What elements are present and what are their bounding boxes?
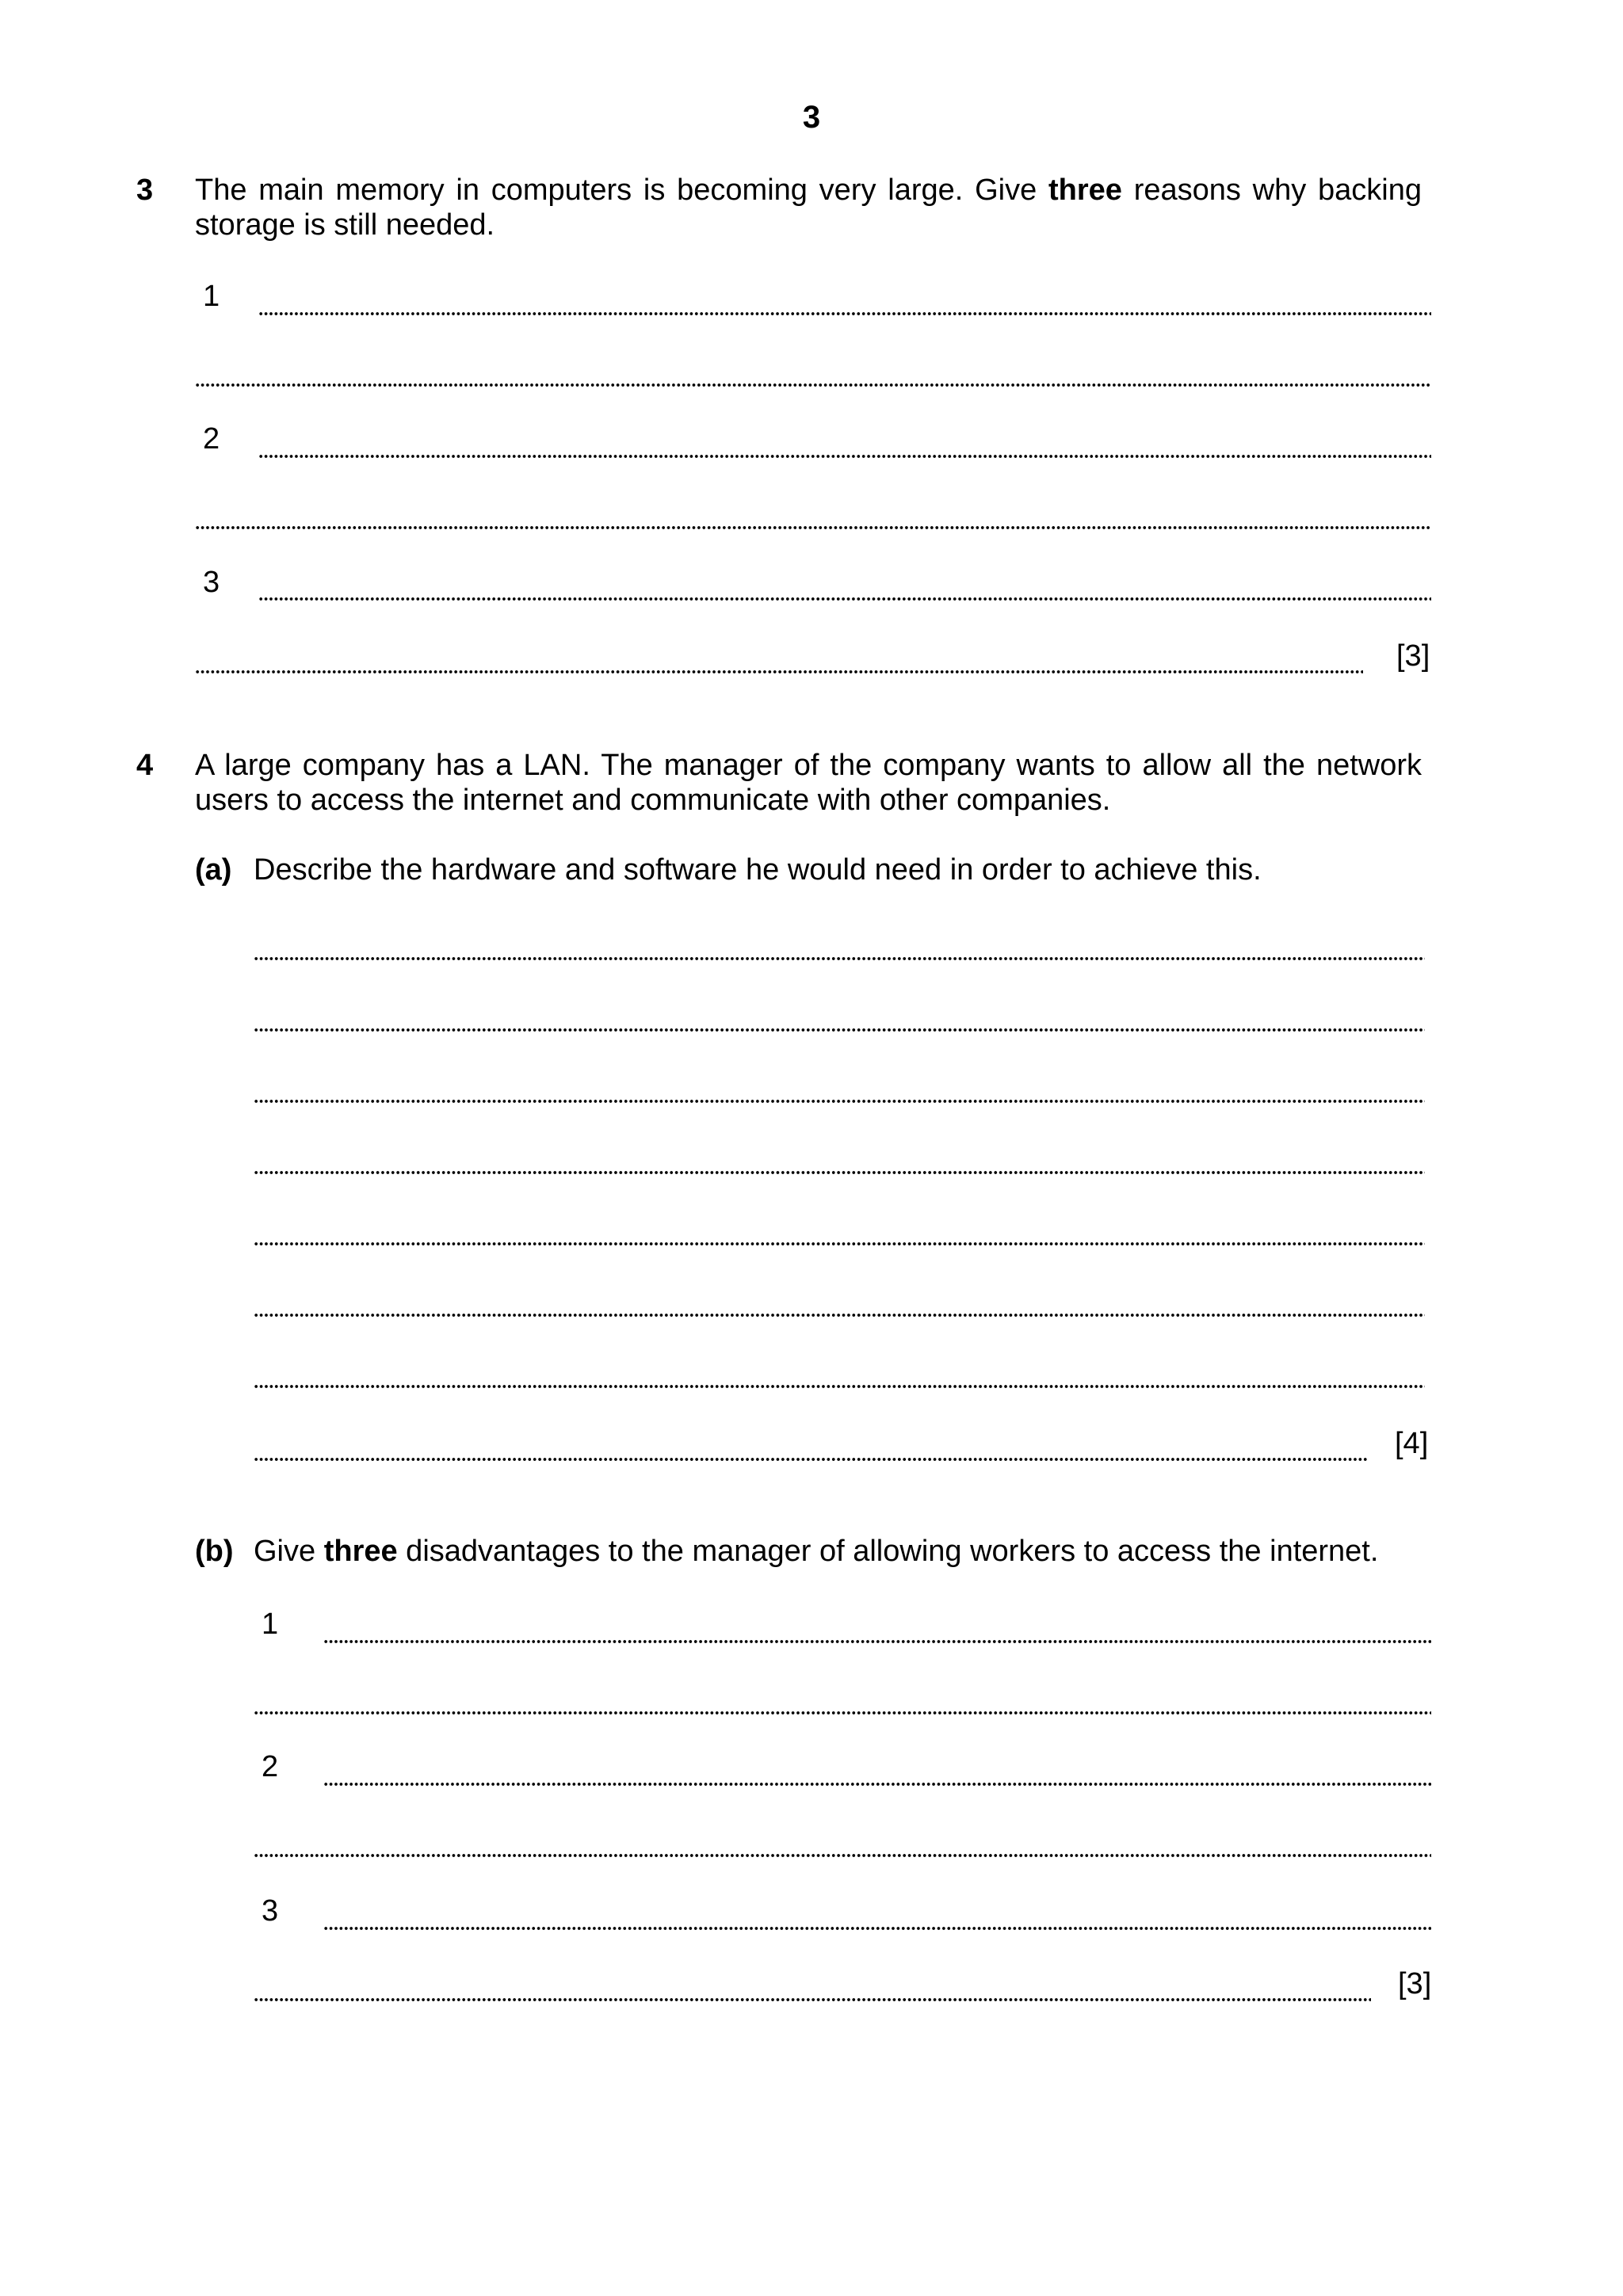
q4a-answer-line-8[interactable] <box>254 1458 1368 1461</box>
q3-answer-line-3b[interactable] <box>195 670 1363 673</box>
q4a-marks: [4] <box>1395 1427 1429 1460</box>
page-number: 3 <box>802 100 821 135</box>
q3-item-1-number: 1 <box>203 280 220 313</box>
q4a-answer-line-3[interactable] <box>254 1100 1425 1103</box>
question-3-text-start: The main memory in computers is becoming very large. Give <box>195 174 1048 207</box>
q4a-answer-line-6[interactable] <box>254 1314 1425 1317</box>
question-4-text: A large company has a LAN. The manager of the company wants to allow all the network users to access the internet and communicate with other companies. <box>195 749 1422 817</box>
q4b-answer-line-3b[interactable] <box>254 1998 1371 2001</box>
question-4b-text-start: Give <box>254 1535 324 1568</box>
q4b-answer-line-1b[interactable] <box>254 1711 1431 1714</box>
q3-answer-line-3a[interactable] <box>258 597 1431 601</box>
q4a-answer-line-7[interactable] <box>254 1385 1425 1388</box>
q4b-marks: [3] <box>1398 1967 1432 2000</box>
question-4-number: 4 <box>136 749 154 782</box>
q3-marks: [3] <box>1396 639 1430 673</box>
question-3-text-emphasis: three <box>1048 174 1122 207</box>
question-4a-text: Describe the hardware and software he would need in order to achieve this. <box>254 853 1262 887</box>
q3-answer-line-2b[interactable] <box>195 526 1431 529</box>
question-3-number: 3 <box>136 174 154 207</box>
q3-item-2-number: 2 <box>203 422 220 456</box>
q4b-item-3-number: 3 <box>262 1894 279 1928</box>
q4a-answer-line-2[interactable] <box>254 1028 1425 1032</box>
question-4b-text-end: disadvantages to the manager of allowing workers to access the internet. <box>397 1535 1379 1568</box>
q4b-answer-line-1a[interactable] <box>323 1640 1431 1643</box>
q4a-answer-line-1[interactable] <box>254 957 1425 960</box>
question-4b-label: (b) <box>195 1535 234 1568</box>
q4a-answer-line-4[interactable] <box>254 1171 1425 1174</box>
q3-answer-line-2a[interactable] <box>258 455 1431 458</box>
question-4b-text-emphasis: three <box>323 1535 398 1568</box>
question-4a-label: (a) <box>195 853 232 887</box>
q3-item-3-number: 3 <box>203 566 220 599</box>
q4a-answer-line-5[interactable] <box>254 1242 1425 1245</box>
q4b-answer-line-3a[interactable] <box>323 1927 1431 1930</box>
q4b-answer-line-2a[interactable] <box>323 1783 1431 1786</box>
q3-answer-line-1a[interactable] <box>258 312 1431 315</box>
q3-answer-line-1b[interactable] <box>195 383 1431 387</box>
question-3-text <box>195 173 1422 242</box>
q4b-item-1-number: 1 <box>262 1608 279 1641</box>
question-4b-text <box>254 1534 1426 1569</box>
q4b-item-2-number: 2 <box>262 1750 279 1783</box>
question-3-text-end: reasons why backing storage is still needed. <box>195 174 1422 242</box>
q4b-answer-line-2b[interactable] <box>254 1854 1431 1857</box>
